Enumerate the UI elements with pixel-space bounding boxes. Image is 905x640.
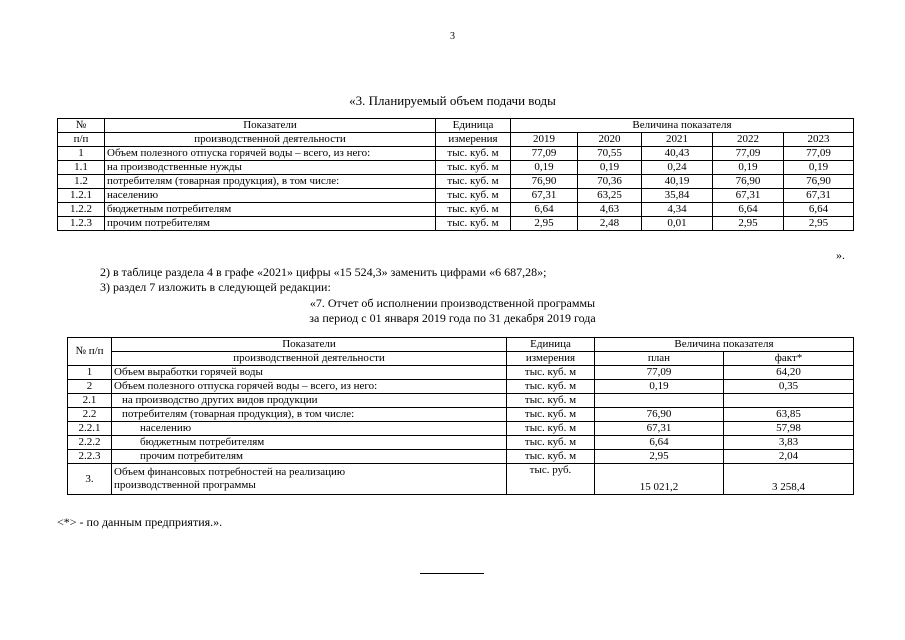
row-value: 0,19 [511, 161, 578, 175]
row-name: населению [105, 189, 436, 203]
row-unit: тыс. куб. м [507, 422, 595, 436]
table-row [58, 147, 854, 161]
footer-divider [420, 573, 484, 574]
row-unit: тыс. куб. м [436, 147, 511, 161]
row-value: 70,55 [578, 147, 642, 161]
row-value: 6,64 [784, 203, 854, 217]
row-unit: тыс. куб. м [507, 380, 595, 394]
row-fact: 63,85 [724, 408, 854, 422]
section7-table [67, 337, 854, 495]
row-value: 0,19 [578, 161, 642, 175]
row-name: Объем выработки горячей воды [112, 366, 507, 380]
row-fact: 0,35 [724, 380, 854, 394]
row-value: 6,64 [511, 203, 578, 217]
table-row [58, 203, 854, 217]
page-number: 3 [450, 31, 455, 42]
row-value: 67,31 [784, 189, 854, 203]
table-row [68, 408, 854, 422]
section3-title: «3. Планируемый объем подачи воды [349, 93, 556, 108]
row-value: 67,31 [713, 189, 784, 203]
row-name: бюджетным потребителям [112, 436, 507, 450]
row-plan: 77,09 [595, 366, 724, 380]
row-value: 0,19 [784, 161, 854, 175]
row-unit: тыс. куб. м [507, 450, 595, 464]
paragraph-2: 2) в таблице раздела 4 в графе «2021» цифры «15 524,3» заменить цифрами «6 687,28»; [100, 265, 547, 279]
row-name: Объем полезного отпуска горячей воды – всего, из него: [112, 380, 507, 394]
row-value: 0,19 [713, 161, 784, 175]
row-plan: 67,31 [595, 422, 724, 436]
table-row [58, 189, 854, 203]
row-unit: тыс. руб. [507, 464, 595, 495]
row-unit: тыс. куб. м [507, 366, 595, 380]
header-year: 2019 [511, 133, 578, 147]
section7-title-line2: за период с 01 января 2019 года по 31 декабря 2019 года [309, 311, 596, 325]
row-value: 0,01 [642, 217, 713, 231]
table-row [68, 394, 854, 408]
row-unit: тыс. куб. м [436, 175, 511, 189]
header-value: Величина показателя [511, 119, 854, 133]
row-unit: тыс. куб. м [436, 161, 511, 175]
header-year: 2023 [784, 133, 854, 147]
table-row [58, 217, 854, 231]
header-unit: измерения [436, 133, 511, 147]
row-fact: 57,98 [724, 422, 854, 436]
header-fact: факт* [724, 352, 854, 366]
row-num: 1 [68, 366, 112, 380]
row-value: 2,95 [784, 217, 854, 231]
table-row [68, 436, 854, 450]
row-name: на производственные нужды [105, 161, 436, 175]
header-unit: Единица [436, 119, 511, 133]
row-num: 2.2.3 [68, 450, 112, 464]
section3-table [57, 118, 854, 231]
row-value: 4,34 [642, 203, 713, 217]
row-name: населению [112, 422, 507, 436]
row-value: 63,25 [578, 189, 642, 203]
row-name-line: производственной программы [114, 479, 256, 491]
row-plan: 76,90 [595, 408, 724, 422]
paragraph-3: 3) раздел 7 изложить в следующей редакции: [100, 280, 331, 294]
header-indicator: производственной деятельности [112, 352, 507, 366]
row-value: 2,48 [578, 217, 642, 231]
table-row [68, 380, 854, 394]
header-unit: измерения [507, 352, 595, 366]
header-indicator: Показатели [112, 338, 507, 352]
row-num: 2.2.2 [68, 436, 112, 450]
header-num: п/п [58, 133, 105, 147]
row-value: 40,43 [642, 147, 713, 161]
row-value: 77,09 [511, 147, 578, 161]
row-value: 2,95 [713, 217, 784, 231]
row-name: потребителям (товарная продукция), в том числе: [105, 175, 436, 189]
header-year: 2020 [578, 133, 642, 147]
header-plan: план [595, 352, 724, 366]
row-plan: 0,19 [595, 380, 724, 394]
row-unit: тыс. куб. м [436, 189, 511, 203]
row-num: 1.2.1 [58, 189, 105, 203]
row-name: прочим потребителям [105, 217, 436, 231]
row-value: 77,09 [784, 147, 854, 161]
row-value: 4,63 [578, 203, 642, 217]
header-value: Величина показателя [595, 338, 854, 352]
row-num: 1.1 [58, 161, 105, 175]
row-plan: 15 021,2 [595, 464, 724, 495]
row-unit: тыс. куб. м [507, 408, 595, 422]
section7-title-line1: «7. Отчет об исполнении производственной программы [309, 296, 596, 310]
row-name [112, 464, 507, 495]
row-value: 40,19 [642, 175, 713, 189]
row-fact: 64,20 [724, 366, 854, 380]
row-unit: тыс. куб. м [507, 436, 595, 450]
row-value: 76,90 [713, 175, 784, 189]
header-indicator: Показатели [105, 119, 436, 133]
row-num: 2.1 [68, 394, 112, 408]
row-num: 2.2 [68, 408, 112, 422]
header-year: 2021 [642, 133, 713, 147]
row-unit: тыс. куб. м [436, 217, 511, 231]
row-plan [595, 394, 724, 408]
row-unit: тыс. куб. м [507, 394, 595, 408]
row-value: 70,36 [578, 175, 642, 189]
row-num: 2 [68, 380, 112, 394]
row-plan: 2,95 [595, 450, 724, 464]
row-value: 77,09 [713, 147, 784, 161]
header-indicator: производственной деятельности [105, 133, 436, 147]
row-value: 0,24 [642, 161, 713, 175]
row-num: 3. [68, 464, 112, 495]
row-value: 67,31 [511, 189, 578, 203]
header-num: № п/п [68, 338, 112, 366]
row-value: 6,64 [713, 203, 784, 217]
row-value: 76,90 [511, 175, 578, 189]
row-name: Объем полезного отпуска горячей воды – всего, из него: [105, 147, 436, 161]
row-fact: 2,04 [724, 450, 854, 464]
row-fact: 3 258,4 [724, 464, 854, 495]
row-num: 1.2.2 [58, 203, 105, 217]
footnote: <*> - по данным предприятия.». [57, 515, 223, 529]
row-fact [724, 394, 854, 408]
header-unit: Единица [507, 338, 595, 352]
row-name: прочим потребителям [112, 450, 507, 464]
row-unit: тыс. куб. м [436, 203, 511, 217]
row-fact: 3,83 [724, 436, 854, 450]
row-value: 35,84 [642, 189, 713, 203]
row-plan: 6,64 [595, 436, 724, 450]
row-name: бюджетным потребителям [105, 203, 436, 217]
table-row [58, 161, 854, 175]
table-row [58, 175, 854, 189]
row-num: 1 [58, 147, 105, 161]
table-row [68, 450, 854, 464]
row-name-line: Объем финансовых потребностей на реализацию [114, 466, 346, 478]
section3-close-quote: ». [836, 248, 845, 262]
header-num: № [58, 119, 105, 133]
table-row [68, 366, 854, 380]
row-name: потребителям (товарная продукция), в том числе: [112, 408, 507, 422]
row-num: 2.2.1 [68, 422, 112, 436]
row-name: на производство других видов продукции [112, 394, 507, 408]
row-num: 1.2 [58, 175, 105, 189]
row-value: 2,95 [511, 217, 578, 231]
header-year: 2022 [713, 133, 784, 147]
row-num: 1.2.3 [58, 217, 105, 231]
table-row [68, 422, 854, 436]
table-row [68, 464, 854, 495]
row-value: 76,90 [784, 175, 854, 189]
